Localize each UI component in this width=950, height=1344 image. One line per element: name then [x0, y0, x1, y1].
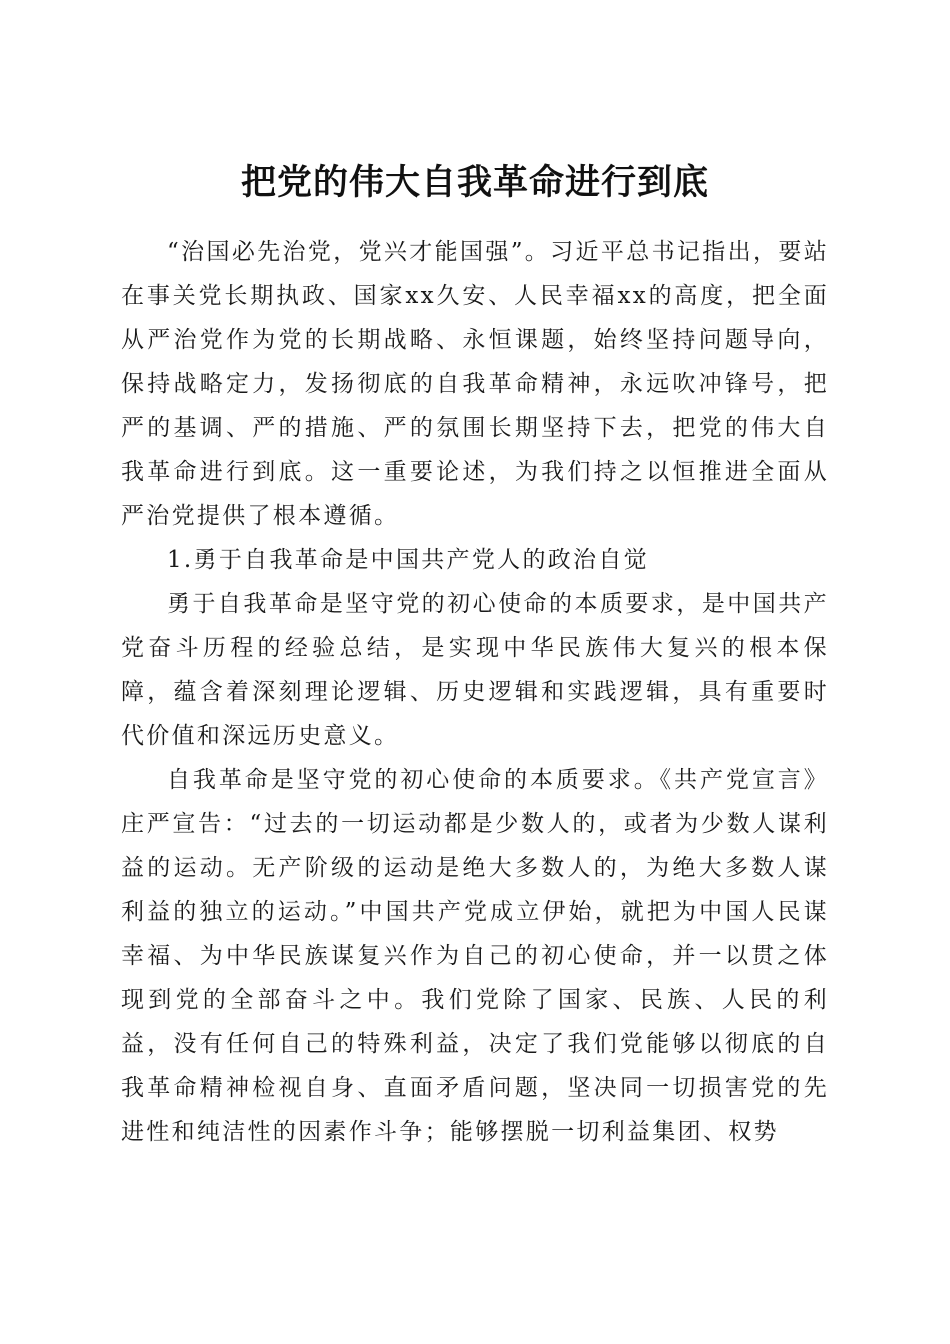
paragraph-section-summary: 勇于自我革命是坚守党的初心使命的本质要求，是中国共产党奋斗历程的经验总结，是实现中华民族伟大复兴的根本保障，蕴含着深刻理论逻辑、历史逻辑和实践逻辑，具有重要时代价值和深远历史意义。 — [121, 591, 829, 749]
paragraph-intro: “治国必先治党，党兴才能国强”。习近平总书记指出，要站在事关党长期执政、国家xx久安、人民幸福xx的高度，把全面从严治党作为党的长期战略、永恒课题，始终坚持问题导向，保持战略定力，发扬彻底的自我革命精神，永远吹冲锋号，把严的基调、严的措施、严的氛围长期坚持下去，把党的伟大自我革命进行到底。这一重要论述，为我们持之以恒推进全面从严治党提供了根本遵循。 — [121, 239, 829, 529]
section-heading: 1.勇于自我革命是中国共产党人的政治自觉 — [167, 547, 649, 573]
document-title: 把党的伟大自我革命进行到底 — [240, 162, 709, 204]
document-body — [121, 230, 829, 1154]
paragraph-initial-mission: 自我革命是坚守党的初心使命的本质要求。《共产党宣言》庄严宣告：“过去的一切运动都是少数人的，或者为少数人谋利益的运动。无产阶级的运动是绝大多数人的，为绝大多数人谋利益的独立的运动。”中国共产党成立伊始，就把为中国人民谋幸福、为中华民族谋复兴作为自己的初心使命，并一以贯之体现到党的全部奋斗之中。我们党除了国家、民族、人民的利益，没有任何自己的特殊利益，决定了我们党能够以彻底的自我革命精神检视自身、直面矛盾问题，坚决同一切损害党的先进性和纯洁性的因素作斗争；能够摆脱一切利益集团、权势 — [121, 767, 829, 1145]
